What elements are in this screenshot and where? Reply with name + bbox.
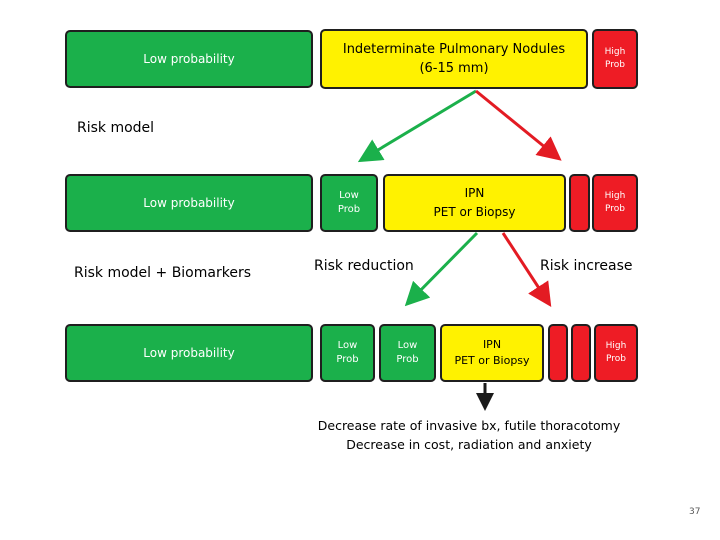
risk-reduction-label: Risk reduction [314,258,414,274]
high-prob-line1: High [605,341,627,351]
high-prob-line1: High [604,47,626,57]
high-prob-line1: High [604,191,626,201]
page-number: 37 [689,507,701,517]
low-prob-line2: Prob [337,204,361,215]
green-arrow-row1 [363,91,476,159]
outcome-line2: Decrease in cost, radiation and anxiety [346,437,592,452]
low-prob-line1: Low [397,340,418,351]
risk-model-biomarkers-label: Risk model + Biomarkers [74,265,251,281]
high-prob-line2: Prob [605,60,625,70]
low-prob-line1: Low [339,190,359,201]
ipn-action: PET or Biopsy [454,354,530,367]
nodules-title: Indeterminate Pulmonary Nodules [342,42,566,57]
outcome-line1: Decrease rate of invasive bx, futile thoracotomy [317,418,621,433]
risk-model-label: Risk model [77,120,155,136]
high-prob-line2: Prob [605,204,625,214]
low-prob-line1: Low [337,340,358,351]
ipn-title: IPN [482,338,502,351]
nodules-size: (6-15 mm) [419,61,489,76]
risk-increase-label: Risk increase [540,258,633,274]
low-probability-label: Low probability [143,196,235,210]
red-arrow-row1 [476,91,557,157]
low-probability-label: Low probability [143,52,235,66]
low-prob-line2: Prob [396,354,419,365]
green-arrow-row2 [409,233,477,302]
high-prob-line2: Prob [606,354,626,364]
ipn-title: IPN [464,186,485,200]
low-prob-line2: Prob [336,354,359,365]
ipn-action: PET or Biopsy [433,205,516,219]
red-arrow-row2 [503,233,548,302]
low-probability-label: Low probability [143,346,235,360]
